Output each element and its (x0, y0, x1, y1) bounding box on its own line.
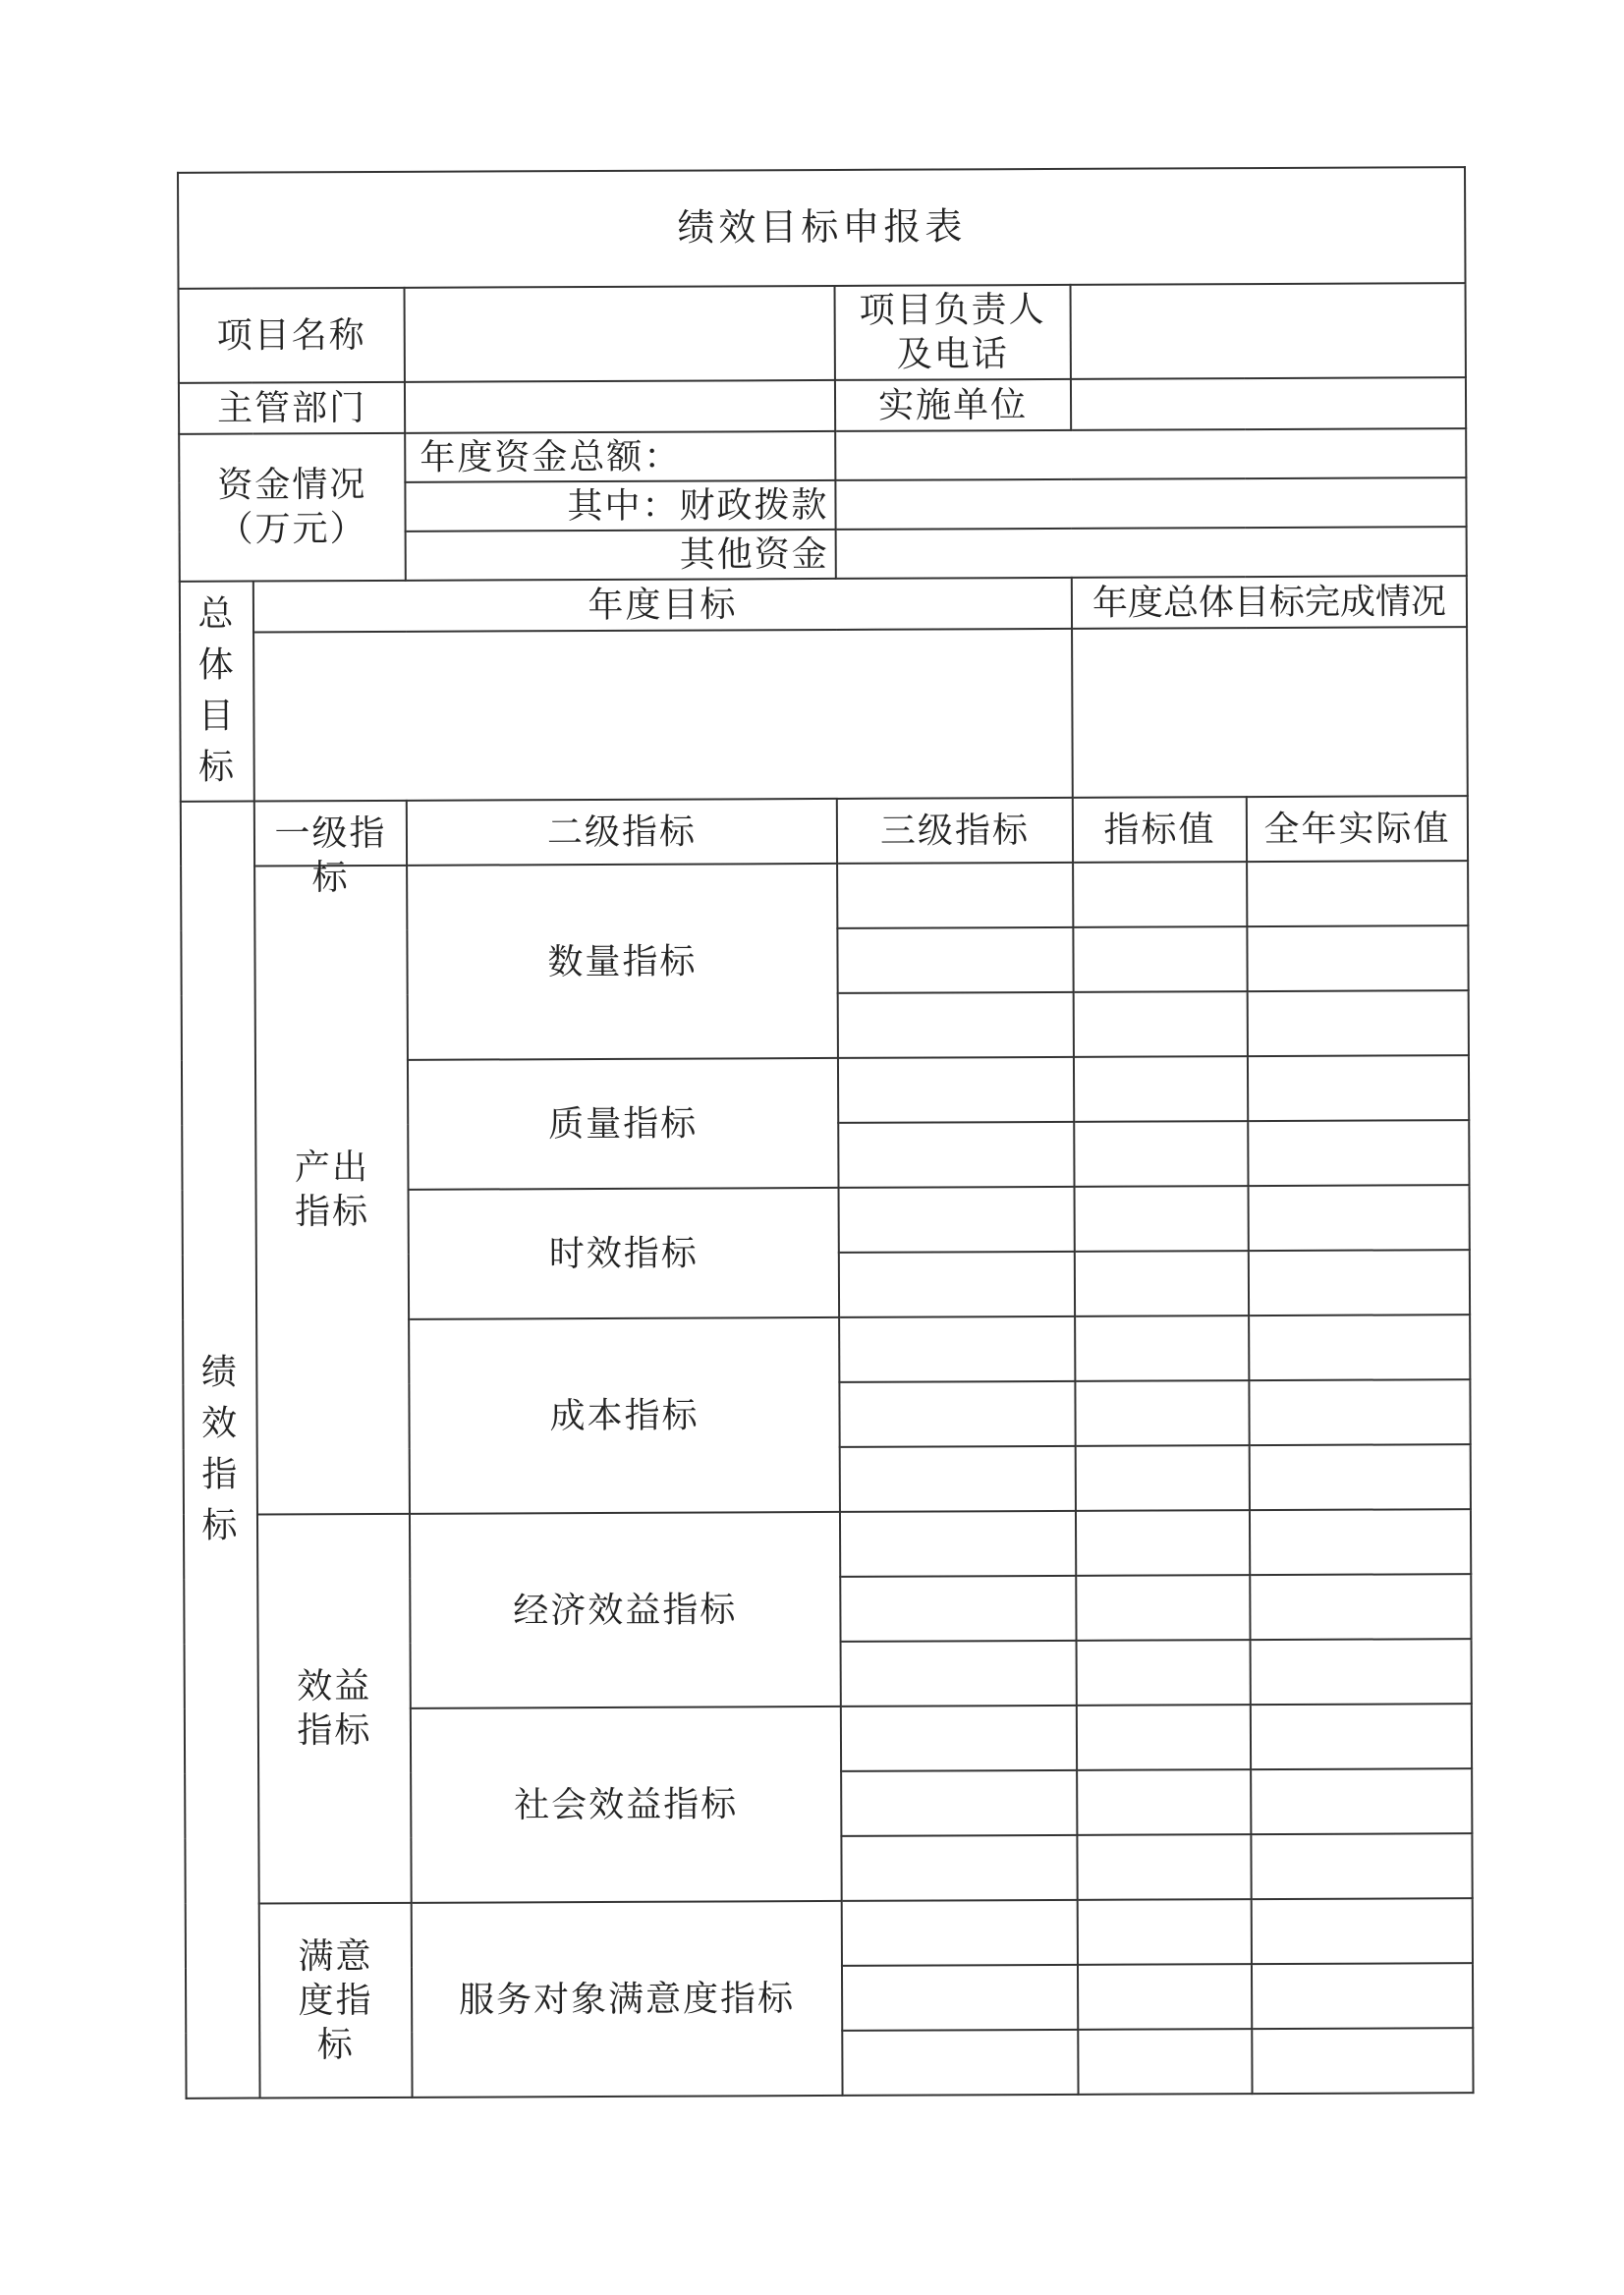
target-value-cell[interactable] (1075, 1251, 1249, 1316)
level2-header: 二级指标 (407, 799, 837, 866)
target-value-cell[interactable] (1077, 1834, 1251, 1900)
actual-value-cell[interactable] (1252, 1898, 1473, 1964)
cost-indicators-label: 成本指标 (409, 1317, 840, 1514)
level3-cell[interactable] (839, 1381, 1075, 1447)
level3-cell[interactable] (837, 927, 1073, 993)
level3-cell[interactable] (839, 1187, 1075, 1253)
actual-value-cell[interactable] (1250, 1509, 1471, 1575)
level3-cell[interactable] (840, 1576, 1076, 1642)
actual-value-cell[interactable] (1252, 1963, 1473, 2029)
target-value-cell[interactable] (1078, 1964, 1252, 2030)
level3-cell[interactable] (842, 2030, 1078, 2096)
level3-cell[interactable] (839, 1316, 1075, 1382)
target-value-cell[interactable] (1077, 1705, 1251, 1770)
benefit-indicators-label: 效益指标 (257, 1514, 412, 1904)
level3-cell[interactable] (840, 1446, 1076, 1512)
target-value-header: 指标值 (1073, 797, 1247, 863)
level3-cell[interactable] (838, 992, 1074, 1058)
department-field[interactable] (405, 380, 835, 433)
quantity-indicators-label: 数量指标 (407, 864, 838, 1060)
target-value-cell[interactable] (1075, 1315, 1249, 1381)
actual-value-cell[interactable] (1248, 990, 1469, 1056)
social-benefit-indicators-label: 社会效益指标 (411, 1707, 842, 1903)
target-value-cell[interactable] (1077, 1640, 1251, 1706)
implementing-unit-label: 实施单位 (835, 379, 1071, 431)
quality-indicators-label: 质量指标 (408, 1058, 839, 1190)
actual-value-cell[interactable] (1247, 861, 1468, 926)
other-funding-label: 其他资金 (406, 530, 836, 581)
annual-goal-field[interactable] (253, 629, 1073, 802)
target-value-cell[interactable] (1076, 1445, 1250, 1511)
level3-cell[interactable] (841, 1835, 1077, 1901)
actual-value-cell[interactable] (1251, 1768, 1472, 1834)
level3-cell[interactable] (841, 1706, 1077, 1771)
target-value-cell[interactable] (1078, 1899, 1252, 1965)
level3-cell[interactable] (842, 1900, 1078, 1966)
fiscal-funding-field[interactable] (835, 477, 1466, 530)
service-satisfaction-indicators-label: 服务对象满意度指标 (412, 1901, 843, 2098)
department-label: 主管部门 (179, 382, 405, 434)
level3-cell[interactable] (838, 1122, 1074, 1188)
overall-goal-label: 总体目标 (180, 582, 254, 802)
project-name-label: 项目名称 (179, 288, 405, 383)
fiscal-funding-label: 其中：财政拨款 (405, 480, 835, 532)
actual-value-cell[interactable] (1248, 1055, 1469, 1121)
actual-value-cell[interactable] (1250, 1444, 1471, 1510)
level3-cell[interactable] (837, 863, 1073, 928)
project-name-field[interactable] (405, 286, 835, 382)
target-value-cell[interactable] (1075, 1380, 1249, 1446)
implementing-unit-field[interactable] (1071, 377, 1466, 430)
other-funding-field[interactable] (836, 527, 1467, 579)
target-value-cell[interactable] (1078, 2029, 1252, 2095)
target-value-cell[interactable] (1076, 1575, 1250, 1641)
actual-value-cell[interactable] (1249, 1315, 1470, 1380)
target-value-cell[interactable] (1075, 1186, 1249, 1252)
actual-value-cell[interactable] (1249, 1185, 1470, 1251)
timeliness-indicators-label: 时效指标 (409, 1188, 840, 1319)
target-value-cell[interactable] (1074, 1056, 1248, 1122)
target-value-cell[interactable] (1077, 1769, 1251, 1835)
indicators-label: 绩效指标 (181, 802, 260, 2099)
goal-completion-header: 年度总体目标完成情况 (1072, 576, 1467, 629)
annual-total-label: 年度资金总额： (405, 431, 835, 482)
actual-value-cell[interactable] (1251, 1704, 1472, 1769)
actual-value-cell[interactable] (1249, 1250, 1470, 1315)
target-value-cell[interactable] (1073, 862, 1247, 927)
performance-goal-form (177, 166, 1475, 2099)
level3-cell[interactable] (841, 1641, 1077, 1707)
actual-value-cell[interactable] (1249, 1379, 1470, 1445)
level3-header: 三级指标 (837, 798, 1073, 864)
level3-cell[interactable] (842, 1965, 1078, 2031)
level3-cell[interactable] (838, 1057, 1074, 1123)
economic-benefit-indicators-label: 经济效益指标 (410, 1512, 841, 1708)
level1-header: 一级指标 (254, 801, 407, 867)
actual-value-cell[interactable] (1251, 1639, 1472, 1705)
satisfaction-indicators-label: 满意度指标 (259, 1903, 413, 2099)
target-value-cell[interactable] (1074, 991, 1248, 1057)
actual-value-cell[interactable] (1248, 1120, 1469, 1186)
target-value-cell[interactable] (1073, 926, 1247, 992)
level3-cell[interactable] (841, 1770, 1077, 1836)
project-leader-field[interactable] (1071, 283, 1466, 379)
goal-completion-field[interactable] (1072, 627, 1468, 798)
actual-value-header: 全年实际值 (1247, 796, 1468, 862)
actual-value-cell[interactable] (1247, 925, 1468, 991)
project-leader-label: 项目负责人及电话 (835, 285, 1071, 380)
target-value-cell[interactable] (1074, 1121, 1248, 1187)
output-indicators-label: 产出指标 (254, 866, 410, 1515)
actual-value-cell[interactable] (1252, 2028, 1473, 2094)
actual-value-cell[interactable] (1250, 1574, 1471, 1640)
form-title: 绩效目标申报表 (178, 167, 1466, 289)
target-value-cell[interactable] (1076, 1510, 1250, 1576)
funding-label: 资金情况（万元） (179, 433, 406, 582)
level3-cell[interactable] (839, 1252, 1075, 1317)
actual-value-cell[interactable] (1251, 1833, 1472, 1899)
annual-total-field[interactable] (835, 428, 1466, 480)
level3-cell[interactable] (840, 1511, 1076, 1577)
annual-goal-header: 年度目标 (253, 578, 1072, 633)
